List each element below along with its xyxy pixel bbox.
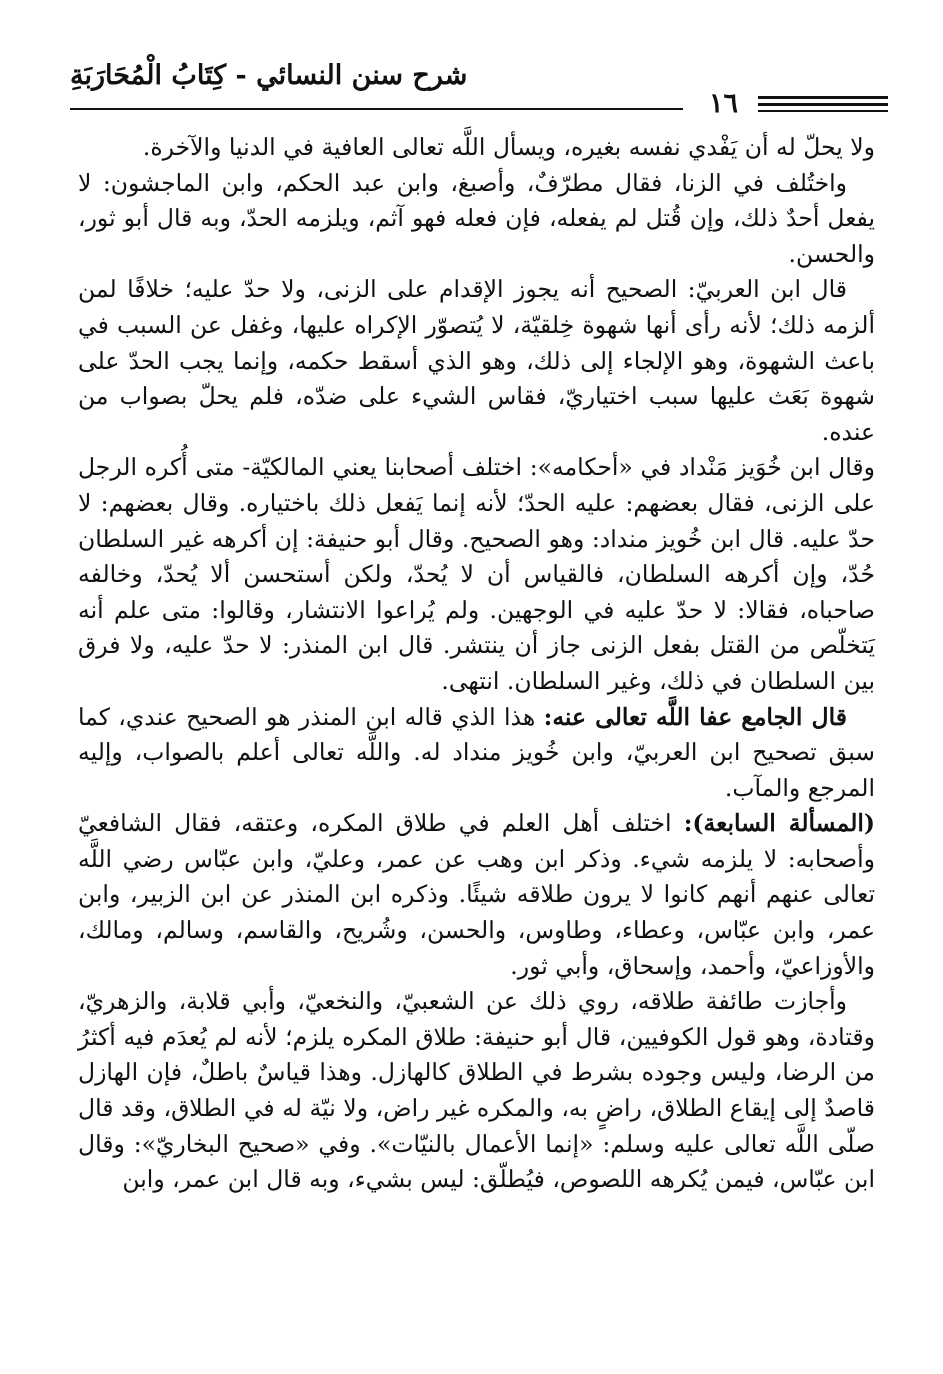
paragraph-7 (78, 984, 875, 1198)
paragraph-3-text: قال ابن العربيّ: الصحيح أنه يجوز الإقدام على الزنى، ولا حدّ عليه؛ خلافًا لمن ألزمه ذلك؛ لأنه رأى أنها شهوة خِلقيّة، لا يُتصوّر الإكراه عليها، وغفل عن السبب في باعث الشهوة، وهو الإلجاء إلى ذلك، وهو الذي أسقط حكمه، وإنما يجب الحدّ على شهوة بَعَث عليها سبب اختياريّ، فقاس الشيء على ضدّه، فلم يحلّ بصواب من عنده. (78, 275, 875, 446)
paragraph-5 (78, 700, 875, 807)
paragraph-3 (78, 272, 875, 450)
page-header (70, 60, 888, 119)
paragraph-1 (78, 130, 875, 166)
paragraph-6-lead: (المسألة السابعة): (683, 809, 875, 838)
paragraph-2-text: واختُلف في الزنا، فقال مطرّفٌ، وأصبغ، وابن عبد الحكم، وابن الماجشون: لا يفعل أحدٌ ذلك، وإن قُتل لم يفعله، فإن فعله فهو آثم، ويلزمه الحدّ، وبه قال أبو ثور، والحسن. (78, 168, 875, 268)
page-body (78, 130, 875, 1198)
paragraph-6 (78, 806, 875, 984)
paragraph-4 (78, 450, 875, 699)
header-rule-3 (758, 110, 888, 112)
header-rule-2 (758, 103, 888, 106)
paragraph-4-text: وقال ابن خُوَيز مَنْداد في «أحكامه»: اختلف أصحابنا يعني المالكيّة- متى أُكره الرجل على الزنى، فقال بعضهم: عليه الحدّ؛ لأنه إنما يَفعل ذلك باختياره. وقال بعضهم: لا حدّ عليه. قال ابن خُويز منداد: وهو الصحيح. وقال أبو حنيفة: إن أكرهه غير السلطان حُدّ، وإن أكرهه السلطان، فالقياس أن لا يُحدّ، ولكن أستحسن ألا يُحدّ، وخالفه صاحباه، فقالا: لا حدّ عليه في الوجهين. ولم يُراعوا الانتشار، وقالوا: متى علم أنه يَتخلّص من القتل بفعل الزنى جاز أن ينتشر. قال ابن المنذر: لا حدّ عليه، ولا فرق بين السلطان في ذلك، وغير السلطان. انتهى. (78, 453, 876, 695)
page-number: ١٦ (708, 88, 738, 119)
paragraph-2 (78, 166, 875, 273)
running-title: شرح سنن النسائي - كِتَابُ الْمُحَارَبَةِ (70, 60, 468, 91)
paragraph-1-text: ولا يحلّ له أن يَفْدي نفسه بغيره، ويسأل اللَّه تعالى العافية في الدنيا والآخرة. (142, 133, 875, 161)
paragraph-5-lead: قال الجامع عفا اللَّه تعالى عنه: (543, 702, 847, 731)
paragraph-7-text: وأجازت طائفة طلاقه، روي ذلك عن الشعبيّ، والنخعيّ، وأبي قلابة، والزهريّ، وقتادة، وهو قول الكوفيين، قال أبو حنيفة: طلاق المكره يلزم؛ لأنه لم يُعدَم فيه أكثرُ من الرضا، وليس وجوده بشرط في الطلاق كالهازل. وهذا قياسٌ باطلٌ، فإن الهازل قاصدٌ إلى إيقاع الطلاق، راضٍ به، والمكره غير راض، ولا نيّة له في الطلاق، وقد قال صلّى اللَّه تعالى عليه وسلم: «إنما الأعمال بالنيّات». وفي «صحيح البخاريّ»: وقال ابن عبّاس، فيمن يُكرهه اللصوص، فيُطلّق: ليس بشيء، وبه قال ابن عمر، وابن (78, 987, 875, 1194)
paragraph-5-text: هذا الذي قاله ابن المنذر هو الصحيح عندي، كما سبق تصحيح ابن العربيّ، وابن خُويز منداد له. واللَّه تعالى أعلم بالصواب، وإليه المرجع والمآب. (78, 702, 875, 802)
paragraph-6-text: اختلف أهل العلم في طلاق المكره، وعتقه، فقال الشافعيّ وأصحابه: لا يلزمه شيء. وذكر ابن وهب عن عمر، وعليّ، وابن عبّاس رضي اللَّه تعالى عنهم أنهم كانوا لا يرون طلاقه شيئًا. وذكره ابن المنذر عن ابن الزبير، وابن عمر، وابن عبّاس، وعطاء، وطاوس، والحسن، وشُريح، والقاسم، وسالم، ومالك، والأوزاعيّ، وأحمد، وإسحاق، وأبي ثور. (78, 809, 875, 980)
header-rule-1 (758, 96, 888, 99)
header-rule (70, 108, 683, 110)
